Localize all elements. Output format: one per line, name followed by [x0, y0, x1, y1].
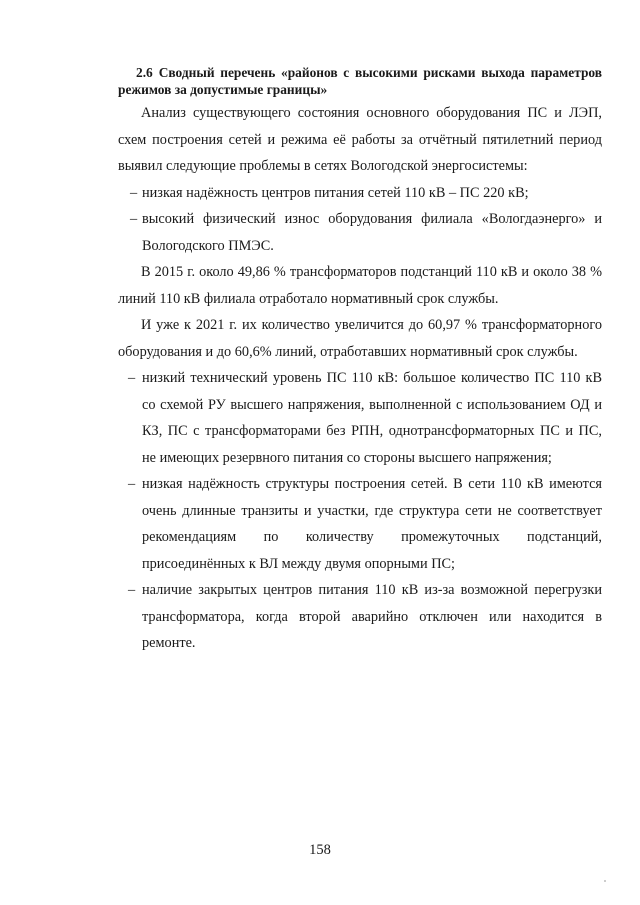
list-item-text: высокий физический износ оборудования филиала «Вологдаэнерго» и Вологодского ПМЭС. [142, 211, 602, 254]
list-item-text: низкая надёжность структуры построения сетей. В сети 110 кВ имеются очень длинные транзиты и участки, где структура сети не соответствует рекомендациям по количеству промежуточных подстанций, присоединённых к ВЛ между двумя опорными ПС; [142, 476, 602, 572]
list-item [118, 365, 602, 471]
list-item [118, 206, 602, 259]
paragraph-2015: В 2015 г. около 49,86 % трансформаторов подстанций 110 кВ и около 38 % линий 110 кВ филиала отработало нормативный срок службы. [118, 264, 602, 307]
list-item-text: наличие закрытых центров питания 110 кВ из-за возможной перегрузки трансформатора, когда второй аварийно отключен или находится в ремонте. [142, 582, 602, 651]
list-item-text: низкая надёжность центров питания сетей 110 кВ – ПС 220 кВ; [142, 184, 529, 201]
paragraph-2021: И уже к 2021 г. их количество увеличится до 60,97 % трансформаторного оборудования и до 60,6% линий, отработавших нормативный срок службы. [118, 317, 602, 360]
document-body [118, 100, 602, 657]
list-dash: – [128, 370, 136, 386]
list-item [118, 577, 602, 657]
list-dash: – [128, 582, 136, 598]
list-item-text: низкий технический уровень ПС 110 кВ: большое количество ПС 110 кВ со схемой РУ высшего напряжения, выполненной с использованием ОД и КЗ, ПС с трансформаторами без РПН, однотрансформаторных ПС и ПС, не имеющих резервного питания со стороны высшего напряжения; [142, 370, 602, 466]
page-number: 158 [309, 842, 331, 858]
intro-paragraph: Анализ существующего состояния основного оборудования ПС и ЛЭП, схем построения сетей и режима её работы за отчётный пятилетний период выявил следующие проблемы в сетях Вологодской энергосистемы: [118, 105, 602, 174]
list-dash: – [130, 211, 138, 227]
list-item [118, 180, 602, 207]
list-item [118, 471, 602, 577]
list-dash: – [130, 184, 138, 201]
scan-speck [604, 880, 606, 882]
section-heading [118, 64, 602, 98]
list-dash: – [128, 476, 136, 492]
section-number: 2.6 [136, 65, 153, 80]
section-title: Сводный перечень «районов с высокими рисками выхода параметров режимов за допустимые границы» [118, 65, 602, 97]
